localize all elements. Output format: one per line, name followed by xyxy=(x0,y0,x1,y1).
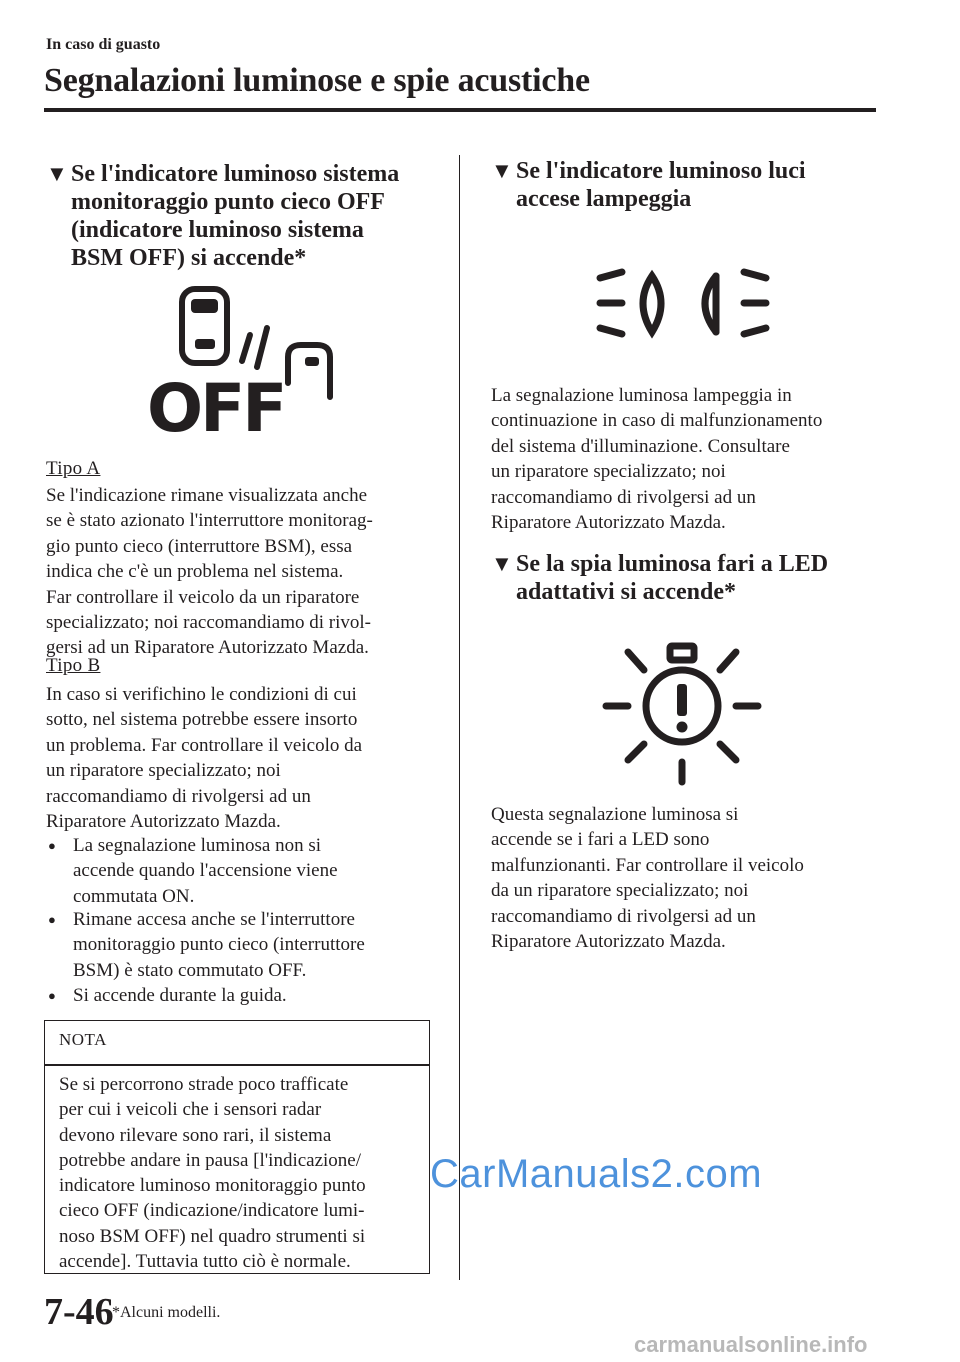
note-text: Se si percorrono strade poco trafficate per cui i veicoli che i sensori radar devono rilevare sono rari, il sistema potrebbe andare in pausa [l'indicazione/ indicatore luminoso monitoraggio punto cieco OFF (indicazione/indicatore lumi- noso BSM OFF) nel quadro strumenti si accende]. Tuttavia tutto ciò è normale. xyxy=(59,1074,366,1273)
bullet-icon: ● xyxy=(48,988,56,1003)
heading-text: Se l'indicatore luminoso sistema monitoraggio punto cieco OFF (indicatore luminoso sistema BSM OFF) si accende* xyxy=(71,161,400,271)
heading-adaptive-led xyxy=(491,550,891,610)
page-title: Segnalazioni luminose e spie acustiche xyxy=(44,62,590,99)
bullet-icon: ● xyxy=(48,912,56,927)
bullet-icon: ● xyxy=(48,838,56,853)
adaptive-led-headlight-warning-icon xyxy=(602,640,762,786)
bullet-text: Rimane accesa anche se l'interruttore monitoraggio punto cieco (interruttore BSM) è stato commutato OFF. xyxy=(73,909,365,981)
list-item xyxy=(48,907,438,987)
tipo-b-text: In caso si verifichino le condizioni di cui sotto, nel sistema potrebbe essere insorto un problema. Far controllare il veicolo da un riparatore specializzato; noi raccomandiamo di rivolgersi ad un Riparatore Autorizzato Mazda. xyxy=(46,684,363,833)
header-rule xyxy=(44,108,876,112)
section-name: In caso di guasto xyxy=(46,36,161,53)
lights-on-text: La segnalazione luminosa lampeggia in continuazione in caso di malfunzionamento del sistema d'illuminazione. Consultare un riparatore specializzato; noi raccomandiamo di rivolgersi ad un Riparatore Autorizzato Mazda. xyxy=(491,385,823,534)
heading-text: Se la spia luminosa fari a LED adattativi si accende* xyxy=(516,551,829,605)
triangle-marker-icon: ▼ xyxy=(46,161,68,186)
adaptive-led-text: Questa segnalazione luminosa si accende se i fari a LED sono malfunzionanti. Far controllare il veicolo da un riparatore specializzato; noi raccomandiamo di rivolgersi ad un Riparatore Autorizzato Mazda. xyxy=(491,804,804,953)
heading-bsm-off xyxy=(46,160,446,275)
watermark-online: carmanualsonline.info xyxy=(634,1332,868,1357)
tipo-b-label: Tipo B xyxy=(46,655,101,676)
note-divider xyxy=(44,1064,430,1066)
list-item xyxy=(48,983,438,1011)
watermark-carmanuals: CarManuals2.com xyxy=(430,1152,763,1196)
bullet-text: Si accende durante la guida. xyxy=(73,985,287,1006)
page-number: 7-46 xyxy=(44,1291,114,1333)
tipo-a-text: Se l'indicazione rimane visualizzata anche se è stato azionato l'interruttore monitorag- gio punto cieco (interruttore BSM), essa indica che c'è un problema nel sistema. Far controllare il veicolo da un riparatore specializzato; noi raccomandiamo di rivol- gersi ad un Riparatore Autorizzato Mazda. xyxy=(46,485,373,659)
column-divider xyxy=(459,155,460,1280)
bullet-text: La segnalazione luminosa non si accende quando l'accensione viene commutata ON. xyxy=(73,835,338,907)
footnote: *Alcuni modelli. xyxy=(112,1304,221,1321)
triangle-marker-icon: ▼ xyxy=(491,551,513,576)
bsm-off-indicator-icon xyxy=(145,285,345,447)
triangle-marker-icon: ▼ xyxy=(491,158,513,183)
lights-on-indicator-icon xyxy=(594,268,774,343)
heading-text: Se l'indicatore luminoso luci accese lampeggia xyxy=(516,158,806,212)
note-title: NOTA xyxy=(59,1030,107,1049)
list-item xyxy=(48,833,438,913)
heading-lights-on xyxy=(491,157,891,217)
off-text: OFF xyxy=(147,370,285,447)
tipo-a-label: Tipo A xyxy=(46,458,101,479)
